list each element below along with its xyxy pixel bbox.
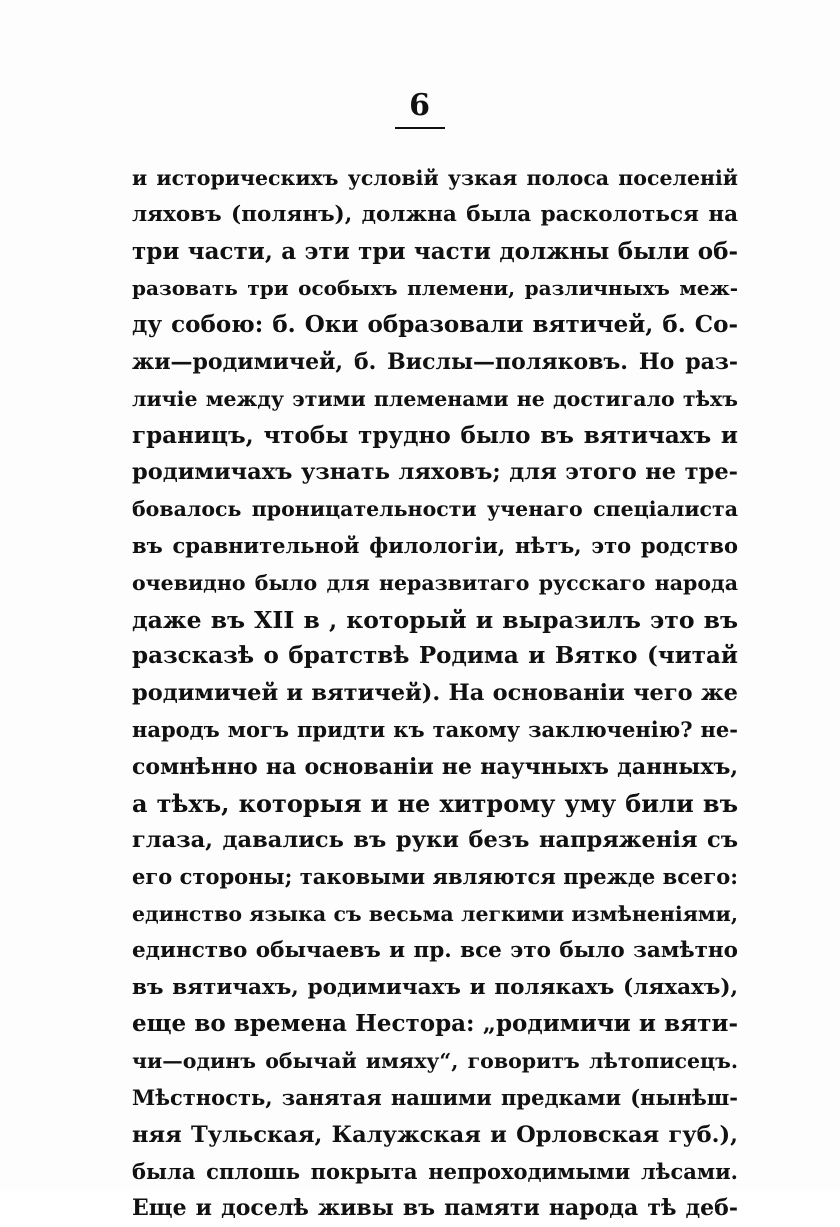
text-line: очевидно было для неразвитаго русскаго народа (132, 570, 738, 595)
text-line: Мѣстность, занятая нашими предками (нынѣш- (132, 1084, 738, 1110)
text-line: въ сравнительной филологіи, нѣтъ, это родство (132, 532, 738, 558)
text-line: была сплошь покрыта непроходимыми лѣсами. (132, 1158, 738, 1184)
text-line: глаза, давались въ руки безъ напряженія съ (132, 827, 738, 854)
text-line: разсказѣ о братствѣ Родима и Вятко (читай (132, 642, 738, 670)
text-line: даже въ XII в , который и выразилъ это въ (132, 605, 738, 634)
text-line: Еще и доселѣ живы въ памяти народа тѣ деб- (132, 1195, 738, 1222)
text-line: сомнѣнно на основаніи не научныхъ данныхъ, (132, 753, 738, 780)
text-line: еще во времена Нестора: „родимичи и вяти- (132, 1010, 738, 1038)
text-line: родимичей и вятичей). На основаніи чего же (132, 680, 738, 707)
text-line: ду собою: б. Оки образовали вятичей, б. Со- (132, 311, 738, 339)
text-line: единство обычаевъ и пр. все это было замѣтно (132, 937, 738, 963)
text-line: личіе между этими племенами не достигало тѣхъ (132, 386, 738, 411)
text-line: границъ, чтобы трудно было въ вятичахъ и (132, 421, 738, 449)
text-line: и историческихъ условій узкая полоса поселеній (132, 166, 738, 190)
text-line: бовалось проницательности ученаго спеціалиста (132, 497, 738, 522)
body-text (132, 160, 738, 1227)
text-line: разовать три особыхъ племени, различныхъ меж- (132, 276, 738, 301)
text-line: три части, а эти три части должны были об- (132, 237, 738, 265)
text-line: въ вятичахъ, родимичахъ и полякахъ (ляхахъ), (132, 974, 738, 1000)
text-line: народъ могъ придти къ такому заключенію? не- (132, 716, 738, 742)
page-number: 6 (0, 88, 840, 129)
text-line: чи—одинъ обычай имяху“, говоритъ лѣтописецъ. (132, 1049, 738, 1074)
text-line: жи—родимичей, б. Вислы—поляковъ. Но раз- (132, 348, 738, 375)
text-line: а тѣхъ, которыя и не хитрому уму били въ (132, 788, 738, 818)
text-line: единство языка съ весьма легкими измѣненіями, (132, 901, 738, 926)
text-line: его стороны; таковыми являются прежде всего: (132, 864, 738, 890)
text-line: ляховъ (полянъ), должна была расколоться на (132, 201, 738, 227)
text-line: няя Тульская, Калужская и Орловская губ.), (132, 1121, 738, 1148)
text-line: родимичахъ узнать ляховъ; для этого не тре- (132, 459, 738, 486)
